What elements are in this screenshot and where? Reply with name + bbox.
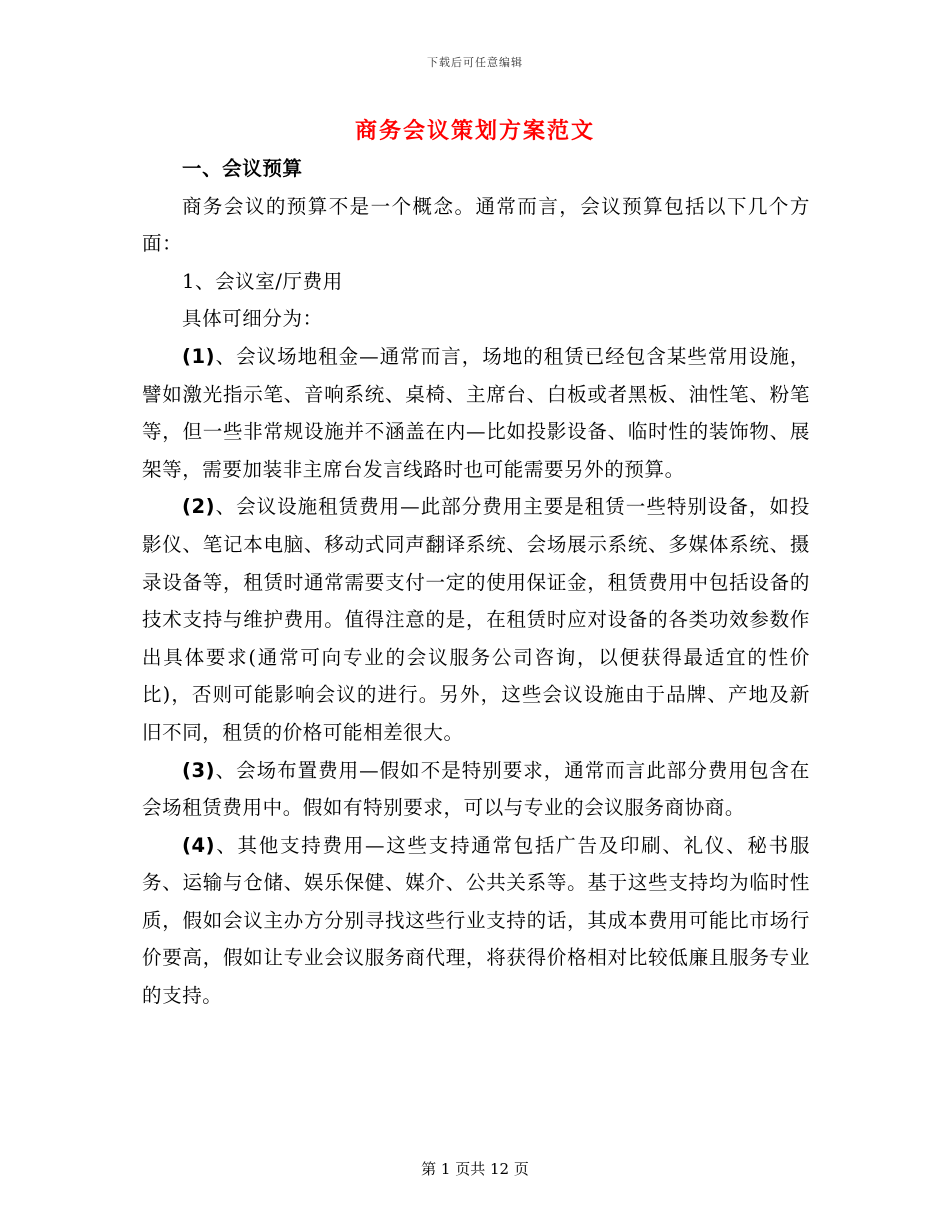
subintro-paragraph: 具体可细分为：: [181, 307, 323, 331]
item-number: (4): [181, 833, 216, 857]
subheading: 1、会议室/厅费用: [181, 269, 343, 293]
list-item: [142, 488, 810, 751]
intro-paragraph: 商务会议的预算不是一个概念。通常而言，会议预算包括以下几个方面：: [142, 194, 810, 256]
document-body: [142, 150, 810, 1015]
document-title: 商务会议策划方案范文: [354, 118, 595, 144]
item-number: (3): [181, 758, 216, 782]
item-number: (2): [181, 495, 216, 519]
list-item: [142, 827, 810, 1015]
list-item: [142, 338, 810, 488]
item-text: 、其他支持费用—这些支持通常包括广告及印刷、礼仪、秘书服务、运输与仓储、娱乐保健、媒介、公共关系等。基于这些支持均为临时性质，假如会议主办方分别寻找这些行业支持的话，其成本费用可能比市场行价要高，假如让专业会议服务商代理，将获得价格相对比较低廉且服务专业的支持。: [142, 833, 810, 1008]
page-header-note: 下载后可任意编辑: [427, 56, 523, 69]
section-heading: 一、会议预算: [181, 157, 303, 180]
list-item: [142, 752, 810, 827]
item-text: 、会场布置费用—假如不是特别要求，通常而言此部分费用包含在会场租赁费用中。假如有特别要求，可以与专业的会议服务商协商。: [142, 758, 810, 820]
item-number: (1): [181, 344, 216, 368]
item-text: 、会议场地租金—通常而言，场地的租赁已经包含某些常用设施，譬如激光指示笔、音响系统、桌椅、主席台、白板或者黑板、油性笔、粉笔等，但一些非常规设施并不涵盖在内—比如投影设备、临时性的装饰物、展架等，需要加装非主席台发言线路时也可能需要另外的预算。: [142, 344, 810, 481]
item-text: 、会议设施租赁费用—此部分费用主要是租赁一些特别设备，如投影仪、笔记本电脑、移动式同声翻译系统、会场展示系统、多媒体系统、摄录设备等，租赁时通常需要支付一定的使用保证金，租赁费用中包括设备的技术支持与维护费用。值得注意的是，在租赁时应对设备的各类功效参数作出具体要求(通常可向专业的会议服务公司咨询，以便获得最适宜的性价比)，否则可能影响会议的进行。另外，这些会议设施由于品牌、产地及新旧不同，租赁的价格可能相差很大。: [142, 495, 810, 744]
page-number: 第 1 页共 12 页: [421, 1160, 529, 1178]
